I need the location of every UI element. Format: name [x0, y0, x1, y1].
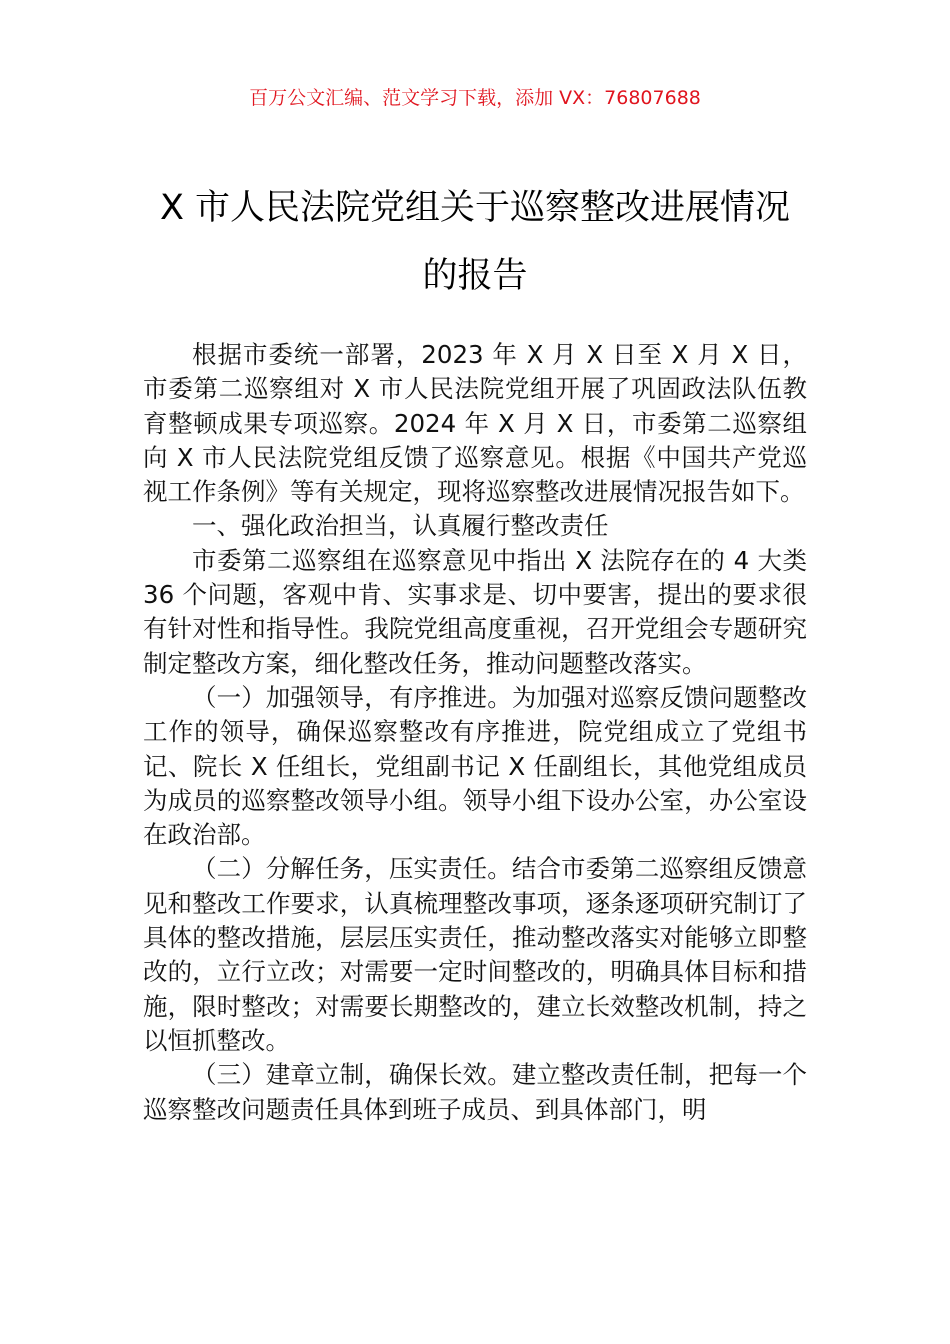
paragraph-subsection-1: （一）加强领导，有序推进。为加强对巡察反馈问题整改工作的领导，确保巡察整改有序推进，院党组成立了党组书记、院长 X 任组长，党组副书记 X 任副组长，其他党组成员为成员的巡察整改领导小组。领导小组下设办公室，办公室设在政治部。 [143, 682, 807, 850]
paragraph-subsection-3: （三）建章立制，确保长效。建立整改责任制，把每一个巡察整改问题责任具体到班子成员、到具体部门，明 [143, 1060, 807, 1124]
paragraph-intro: 根据市委统一部署，2023 年 X 月 X 日至 X 月 X 日，市委第二巡察组对 X 市人民法院党组开展了巩固政法队伍教育整顿成果专项巡察。2024 年 X 月 X 日，市委第二巡察组向 X 市人民法院党组反馈了巡察意见。根据《中国共产党巡视工作条例》等有关规定，现将巡察整改进展情况报告如下。 [143, 340, 807, 507]
paragraph-section-1: 市委第二巡察组在巡察意见中指出 X 法院存在的 4 大类 36 个问题，客观中肯、实事求是、切中要害，提出的要求很有针对性和指导性。我院党组高度重视，召开党组会专题研究制定整改方案，细化整改任务，推动问题整改落实。 [143, 545, 807, 678]
section-heading-1: 一、强化政治担当，认真履行整改责任 [192, 511, 609, 541]
document-title-line-2: 的报告 [422, 256, 528, 296]
document-body [143, 338, 807, 1127]
paragraph-subsection-2: （二）分解任务，压实责任。结合市委第二巡察组反馈意见和整改工作要求，认真梳理整改事项，逐条逐项研究制订了具体的整改措施，层层压实责任，推动整改落实对能够立即整改的，立行立改；对需要一定时间整改的，明确具体目标和措施，限时整改；对需要长期整改的，建立长效整改机制，持之以恒抓整改。 [143, 854, 807, 1055]
watermark-banner: 百万公文汇编、范文学习下载，添加 VX：76807688 [249, 87, 701, 109]
document-title-line-1: X 市人民法院党组关于巡察整改进展情况 [159, 188, 791, 228]
